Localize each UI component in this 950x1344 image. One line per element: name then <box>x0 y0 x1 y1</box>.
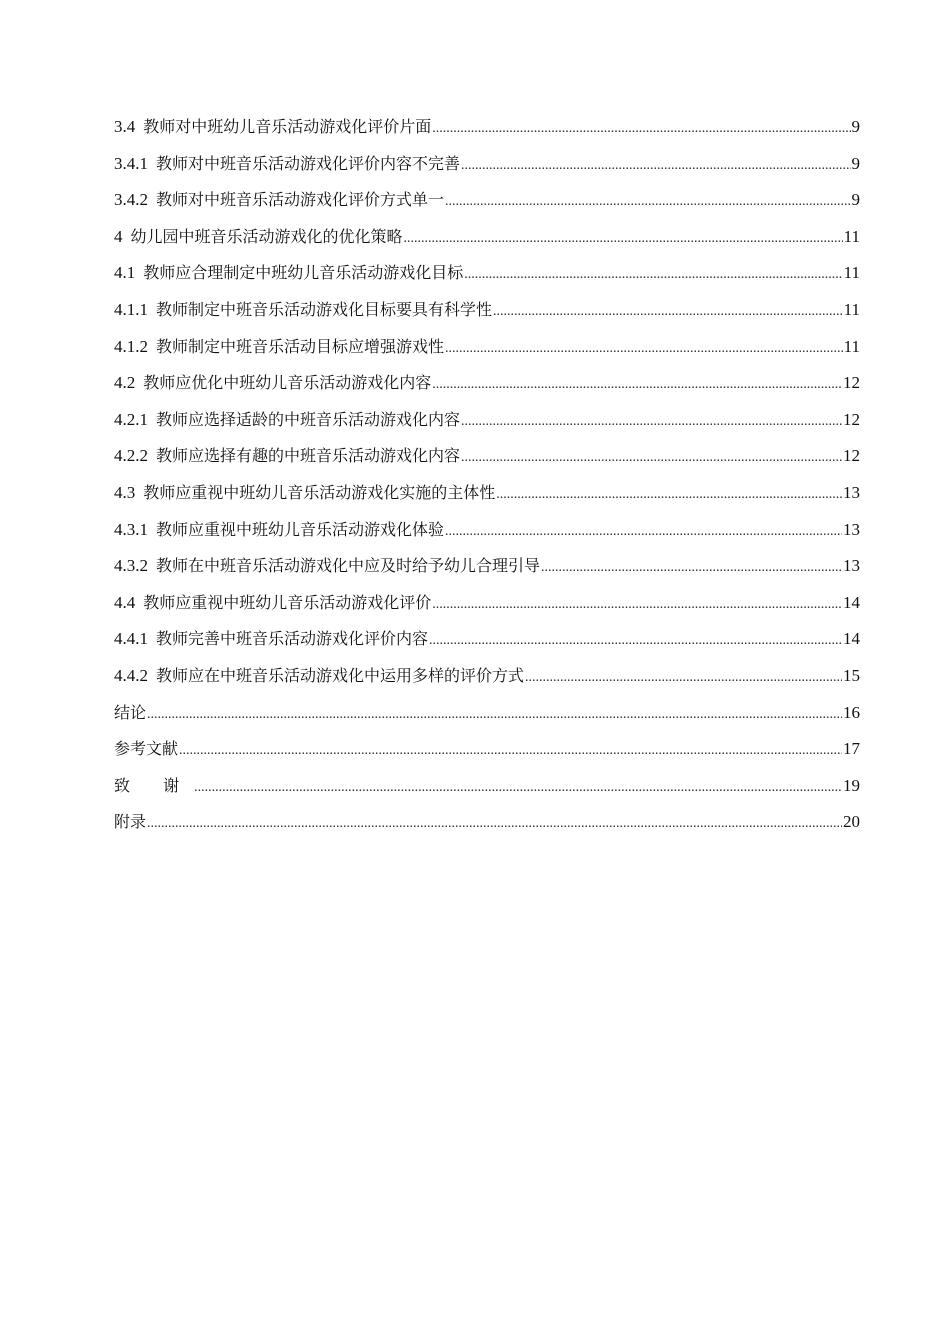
toc-entry-3-4[interactable] <box>114 113 860 150</box>
toc-dot-leader <box>496 481 842 509</box>
toc-entry-number: 4.4.1 <box>114 629 148 649</box>
toc-entry-number: 4 <box>114 226 123 246</box>
toc-dot-leader <box>147 810 842 838</box>
toc-entry-page: 11 <box>843 226 860 246</box>
toc-entry-4-3-2[interactable] <box>114 552 860 589</box>
toc-entry-page: 13 <box>843 482 860 502</box>
toc-entry-number: 4.4.2 <box>114 665 148 685</box>
toc-entry-page: 12 <box>843 409 860 429</box>
toc-dot-leader <box>179 737 842 765</box>
toc-entry-title: 结论 <box>114 702 147 722</box>
toc-entry-3-4-2[interactable] <box>114 186 860 223</box>
toc-dot-leader <box>525 664 842 692</box>
toc-entry-page: 19 <box>843 775 860 795</box>
toc-entry-number: 3.4.1 <box>114 153 148 173</box>
toc-entry-4-4-2[interactable] <box>114 662 860 699</box>
toc-entry-4-1[interactable] <box>114 259 860 296</box>
toc-dot-leader <box>461 444 842 472</box>
toc-entry-title: 教师完善中班音乐活动游戏化评价内容 <box>156 629 429 649</box>
toc-dot-leader <box>445 188 850 216</box>
toc-entry-title: 教师应合理制定中班幼儿音乐活动游戏化目标 <box>143 263 464 283</box>
toc-entry-4-4-1[interactable] <box>114 625 860 662</box>
toc-entry-number: 4.1 <box>114 263 136 283</box>
toc-dot-leader <box>147 701 842 729</box>
toc-entry-title: 附录 <box>114 812 147 832</box>
toc-entry-page: 17 <box>843 739 860 759</box>
toc-entry-acknowledgements[interactable] <box>114 772 860 809</box>
toc-entry-title: 参考文献 <box>114 739 179 759</box>
toc-dot-leader <box>541 554 842 582</box>
toc-entry-conclusion[interactable] <box>114 699 860 736</box>
toc-dot-leader <box>493 298 843 326</box>
toc-entry-page: 11 <box>843 299 860 319</box>
toc-entry-title: 幼儿园中班音乐活动游戏化的优化策略 <box>130 226 403 246</box>
toc-entry-title: 教师应优化中班幼儿音乐活动游戏化内容 <box>143 373 432 393</box>
toc-entry-title: 教师应选择适龄的中班音乐活动游戏化内容 <box>156 409 461 429</box>
toc-entry-title: 教师制定中班音乐活动目标应增强游戏性 <box>156 336 445 356</box>
toc-dot-leader <box>432 115 850 143</box>
toc-entry-references[interactable] <box>114 735 860 772</box>
toc-entry-appendix[interactable] <box>114 808 860 845</box>
toc-entry-number: 3.4 <box>114 117 136 136</box>
toc-entry-title: 教师对中班幼儿音乐活动游戏化评价片面 <box>143 117 432 136</box>
toc-entry-number: 4.2.2 <box>114 446 148 466</box>
toc-entry-title: 教师应重视中班幼儿音乐活动游戏化体验 <box>156 519 445 539</box>
toc-entry-4-2-2[interactable] <box>114 442 860 479</box>
toc-entry-number: 4.1.1 <box>114 299 148 319</box>
toc-dot-leader <box>404 225 843 253</box>
toc-entry-page: 16 <box>843 702 860 722</box>
toc-entry-4-3[interactable] <box>114 479 860 516</box>
toc-entry-title: 教师应重视中班幼儿音乐活动游戏化评价 <box>143 592 432 612</box>
toc-entry-title: 致 谢 <box>114 775 194 795</box>
toc-dot-leader <box>445 335 843 363</box>
toc-dot-leader <box>432 371 842 399</box>
toc-dot-leader <box>445 518 842 546</box>
toc-entry-4-1-2[interactable] <box>114 333 860 370</box>
toc-entry-3-4-1[interactable] <box>114 150 860 187</box>
toc-entry-number: 4.4 <box>114 592 136 612</box>
toc-entry-page: 12 <box>843 373 860 393</box>
toc-entry-4-1-1[interactable] <box>114 296 860 333</box>
toc-entry-page: 9 <box>851 117 860 136</box>
toc-dot-leader <box>461 152 850 180</box>
toc-dot-leader <box>461 408 842 436</box>
toc-entry-4-4[interactable] <box>114 589 860 626</box>
toc-entry-number: 4.3.2 <box>114 556 148 576</box>
toc-dot-leader <box>429 627 842 655</box>
toc-entry-number: 4.3.1 <box>114 519 148 539</box>
toc-entry-page: 12 <box>843 446 860 466</box>
toc-entry-number: 3.4.2 <box>114 190 148 210</box>
toc-entry-number: 4.3 <box>114 482 136 502</box>
toc-entry-title: 教师对中班音乐活动游戏化评价方式单一 <box>156 190 445 210</box>
toc-entry-page: 14 <box>843 629 860 649</box>
toc-entry-page: 14 <box>843 592 860 612</box>
toc-entry-page: 13 <box>843 556 860 576</box>
toc-entry-page: 9 <box>851 153 860 173</box>
toc-entry-4[interactable] <box>114 223 860 260</box>
toc-entry-title: 教师在中班音乐活动游戏化中应及时给予幼儿合理引导 <box>156 556 541 576</box>
toc-entry-page: 9 <box>851 190 860 210</box>
toc-entry-number: 4.1.2 <box>114 336 148 356</box>
toc-dot-leader <box>464 261 842 289</box>
toc-dot-leader <box>194 774 842 802</box>
toc-entry-page: 11 <box>843 263 860 283</box>
toc-entry-page: 13 <box>843 519 860 539</box>
toc-entry-title: 教师制定中班音乐活动游戏化目标要具有科学性 <box>156 299 493 319</box>
toc-entry-title: 教师应重视中班幼儿音乐活动游戏化实施的主体性 <box>143 482 496 502</box>
toc-entry-title: 教师对中班音乐活动游戏化评价内容不完善 <box>156 153 461 173</box>
toc-entry-page: 20 <box>843 812 860 832</box>
toc-entry-title: 教师应选择有趣的中班音乐活动游戏化内容 <box>156 446 461 466</box>
toc-entry-number: 4.2.1 <box>114 409 148 429</box>
toc-entry-title: 教师应在中班音乐活动游戏化中运用多样的评价方式 <box>156 665 525 685</box>
toc-entry-4-2-1[interactable] <box>114 406 860 443</box>
toc-entry-page: 11 <box>843 336 860 356</box>
toc-entry-page: 15 <box>843 665 860 685</box>
toc-dot-leader <box>432 591 842 619</box>
table-of-contents <box>114 113 860 845</box>
toc-entry-4-3-1[interactable] <box>114 516 860 553</box>
toc-entry-number: 4.2 <box>114 373 136 393</box>
toc-entry-4-2[interactable] <box>114 369 860 406</box>
